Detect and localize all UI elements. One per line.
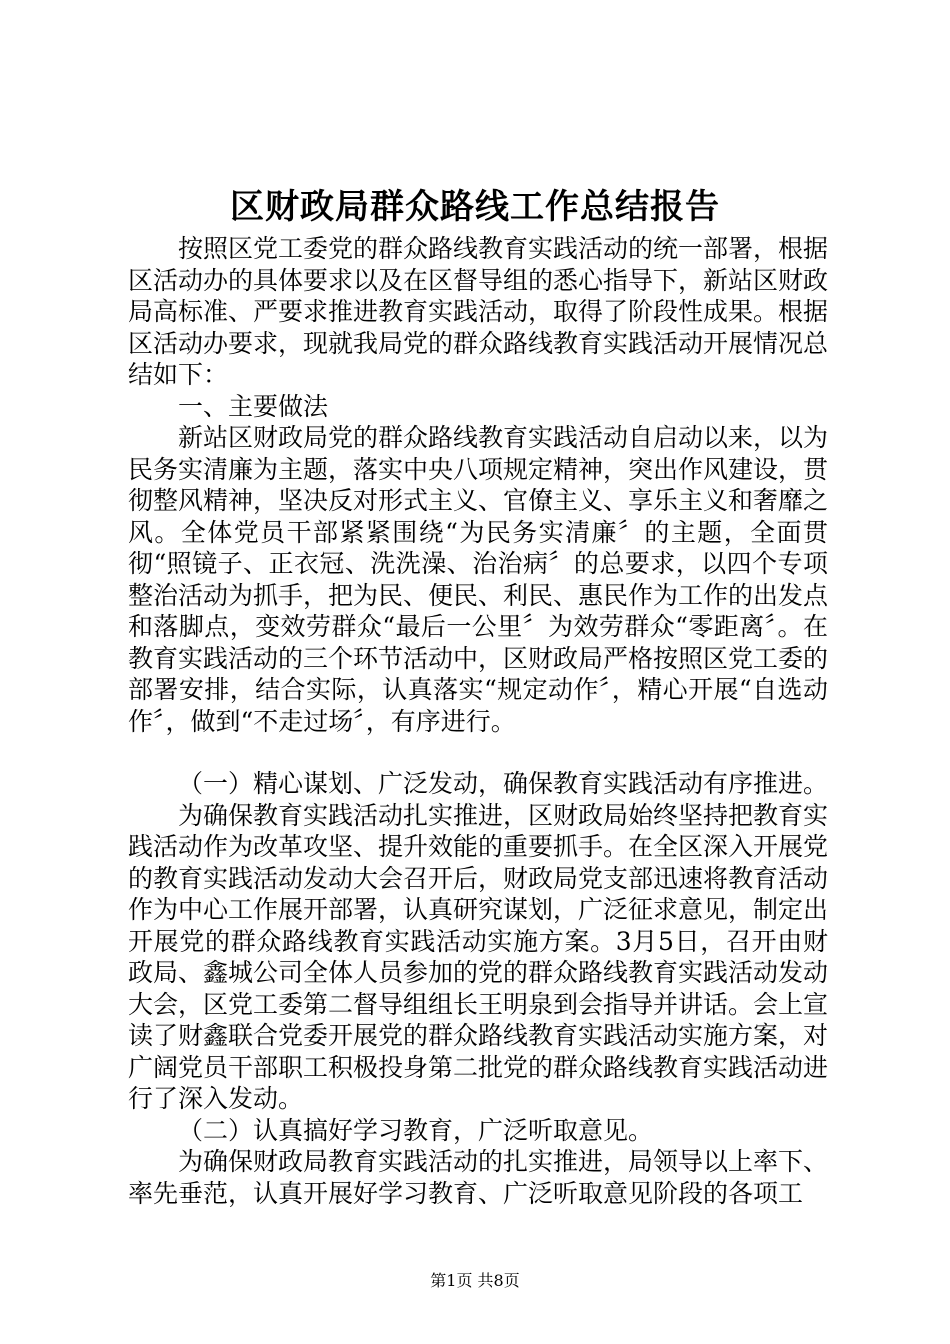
section-heading-main-practices: 一、主要做法 (178, 391, 329, 421)
subheading-one: （一）精心谋划、广泛发动，确保教育实践活动有序推进。 (178, 769, 829, 798)
page-title: 区财政局群众路线工作总结报告 (230, 187, 720, 227)
page-footer: 第1页 共8页 (430, 1271, 520, 1290)
paragraph-planning: 为确保教育实践活动扎实推进，区财政局始终坚持把教育实践活动作为改革攻坚、提升效能的重要抓手。在全区深入开展党的教育实践活动发动大会召开后，财政局党支部迅速将教育活动作为中心工作展开部署，认真研究谋划，广泛征求意见，制定出开展党的群众路线教育实践活动实施方案。3月5日，召开由财政局、鑫城公司全体人员参加的党的群众路线教育实践活动发动大会，区党工委第二督导组组长王明泉到会指导并讲话。会上宣读了财鑫联合党委开展党的群众路线教育实践活动实施方案，对广阔党员干部职工积极投身第二批党的群众路线教育实践活动进行了深入发动。 (128, 800, 829, 1113)
document-body (128, 233, 828, 1209)
paragraph-overview: 新站区财政局党的群众路线教育实践活动自启动以来，以为民务实清廉为主题，落实中央八项规定精神，突出作风建设，贯彻整风精神，坚决反对形式主义、官僚主义、享乐主义和奢靡之风。全体党员干部紧紧围绕“为民务实清廉〞的主题，全面贯彻“照镜子、正衣冠、洗洗澡、治治病〞的总要求，以四个专项整治活动为抓手，把为民、便民、利民、惠民作为工作的出发点和落脚点，变效劳群众“最后一公里〞为效劳群众“零距离〞。在教育实践活动的三个环节活动中，区财政局严格按照区党工委的部署安排，结合实际，认真落实“规定动作〞，精心开展“自选动作〞，做到“不走过场〞，有序进行。 (128, 423, 829, 736)
paragraph-intro: 按照区党工委党的群众路线教育实践活动的统一部署，根据区活动办的具体要求以及在区督导组的悉心指导下，新站区财政局高标准、严要求推进教育实践活动，取得了阶段性成果。根据区活动办要求，现就我局党的群众路线教育实践活动开展情况总结如下： (128, 234, 829, 389)
subheading-two: （二）认真搞好学习教育，广泛听取意见。 (178, 1115, 654, 1145)
paragraph-study: 为确保财政局教育实践活动的扎实推进，局领导以上率下、率先垂范，认真开展好学习教育、广泛听取意见阶段的各项工 (128, 1147, 829, 1208)
